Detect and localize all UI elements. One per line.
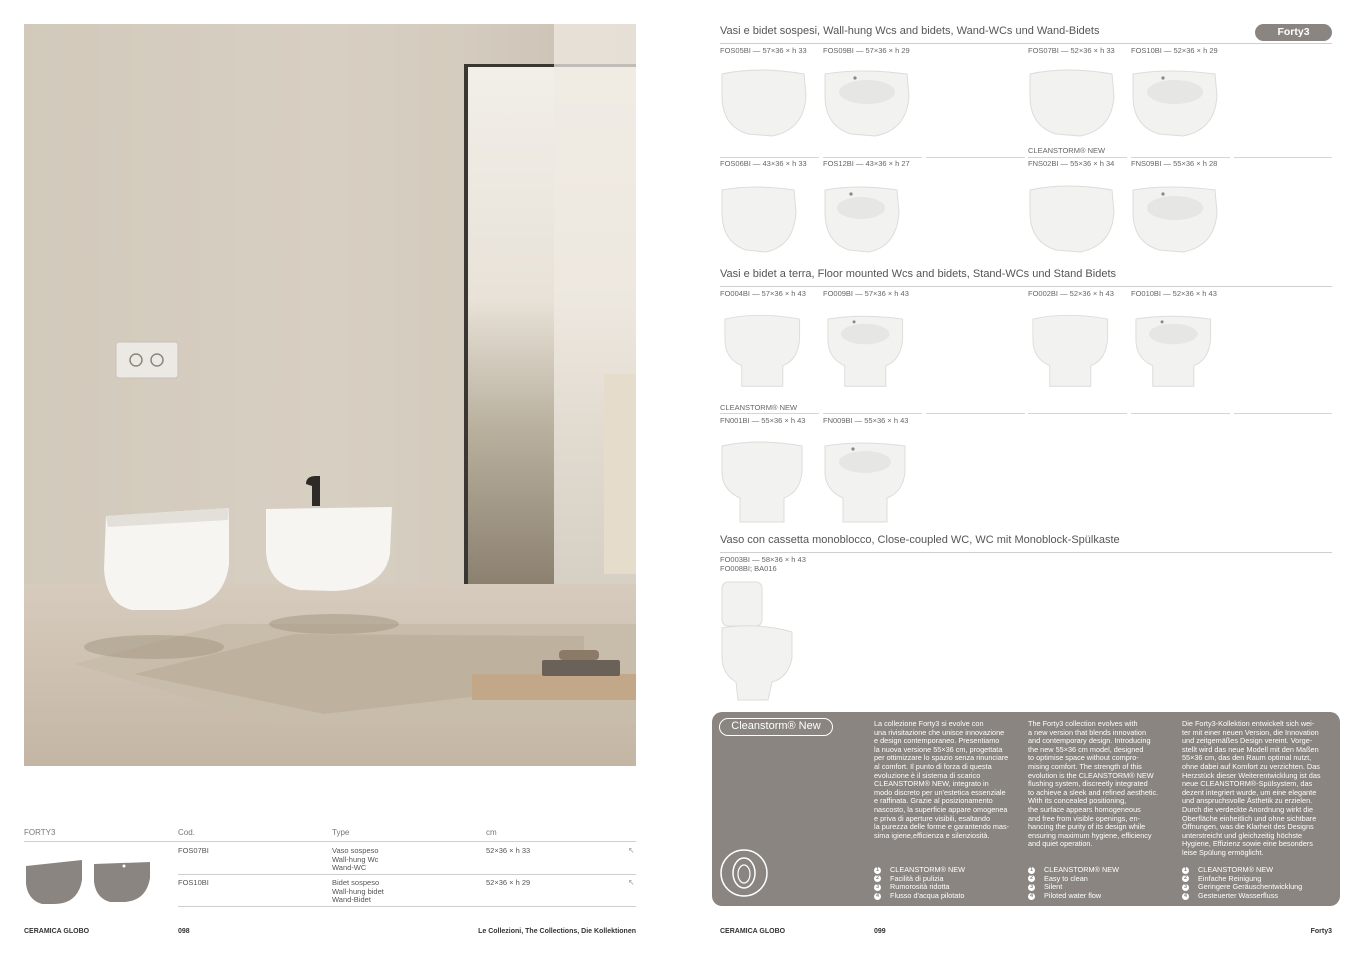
footer-section: Le Collezioni, The Collections, Die Kollektionen: [478, 928, 636, 935]
product-code: FO002BI — 52×36 × h 43: [1028, 289, 1114, 298]
feature-item: 3 Rumorosità ridotta: [875, 882, 950, 892]
product-code: FN001BI — 55×36 × h 43: [720, 416, 806, 425]
divider: [720, 552, 1332, 553]
bathroom-photo: [24, 24, 636, 766]
divider: [1131, 157, 1230, 158]
divider: [1234, 413, 1332, 414]
feature-item: 4 Piloted water flow: [1029, 890, 1102, 900]
product-code: FNS02BI — 55×36 × h 34: [1028, 159, 1115, 168]
spec-header-code: Cod.: [178, 828, 195, 837]
floor-bidet-image[interactable]: [821, 306, 917, 390]
feature-item: 3 Silent: [1029, 882, 1063, 892]
description-german: Die Forty3-Kollektion entwickelt sich wei- ter mit einer neuen Version, die Innovation und zeitgemäßes Design vereint. Vorge- stellt wird das neue Modell mit den Maßen 55×36 cm, das den Raum optimal nutzt, ohne dabei auf Komfort zu verzichten. Das Herzstück dieser Weiterentwicklung ist das neue CLEANSTORM®-Spülsystem, das dezent integriert wurde, um eine elegante und anspruchsvolle Ästhetik zu erzielen. Durch die verdeckte Anordnung wirkt die Oberfläche einheitlich und ohne sichtbare Öffnungen, was die Klarheit des Designs unterstreicht und gleichzeitig höchste Hygiene, Effizienz sowie eine besonders leise Spülung ermöglicht.: [1182, 719, 1321, 857]
close-coupled-wc-image[interactable]: [718, 578, 798, 704]
compact-wc-image[interactable]: [718, 176, 814, 260]
footer-brand: CERAMICA GLOBO: [720, 928, 786, 935]
cleanstorm-label: CLEANSTORM® NEW: [720, 403, 798, 412]
section-title-floor-mounted: Vasi e bidet a terra, Floor mounted Wcs and bidets, Stand-WCs und Stand Bidets: [720, 268, 1116, 280]
floor-wc-image[interactable]: [718, 432, 814, 526]
product-code: FOS09BI — 57×36 × h 29: [823, 46, 910, 55]
cleanstorm-label: CLEANSTORM® NEW: [1028, 146, 1106, 155]
divider: [1131, 413, 1230, 414]
expand-arrow-icon[interactable]: ↖: [628, 878, 635, 887]
product-code: FOS06BI — 43×36 × h 33: [720, 159, 807, 168]
divider: [720, 43, 1332, 44]
feature-list-english: [1028, 866, 1119, 900]
collection-badge: Forty3: [1255, 24, 1332, 41]
spec-dimensions: 52×36 × h 33: [486, 846, 531, 855]
feature-item: 2 Einfache Reinigung: [1183, 873, 1262, 883]
wall-hung-wc-image[interactable]: [718, 60, 814, 144]
section-title-close-coupled: Vaso con cassetta monoblocco, Close-coupled WC, WC mit Monoblock-Spülkaste: [720, 534, 1120, 546]
section-title-wall-hung: Vasi e bidet sospesi, Wall-hung Wcs and bidets, Wand-WCs und Wand-Bidets: [720, 25, 1100, 37]
divider: [1028, 413, 1127, 414]
wall-hung-bidet-image[interactable]: [1129, 176, 1225, 260]
page-number: 099: [874, 928, 886, 935]
divider: [720, 286, 1332, 287]
feature-item: 2 Facilità di pulizia: [875, 873, 944, 883]
spec-type: Vaso sospeso Wall-hung Wc Wand-WC: [332, 846, 379, 872]
floor-bidet-image[interactable]: [821, 432, 917, 526]
divider: [823, 157, 922, 158]
spec-header-type: Type: [332, 828, 350, 837]
expand-arrow-icon[interactable]: ↖: [628, 846, 635, 855]
page-number: 098: [178, 928, 190, 935]
divider: [178, 906, 636, 907]
footer-brand: CERAMICA GLOBO: [24, 928, 90, 935]
feature-item: 1 CLEANSTORM® NEW: [875, 865, 965, 874]
product-code: FOS10BI — 52×36 × h 29: [1131, 46, 1218, 55]
product-code: FO003BI — 58×36 × h 43 FO008BI; BA016: [720, 555, 806, 573]
spec-code: FOS07BI: [178, 846, 209, 855]
wall-hung-wc-image[interactable]: [1026, 60, 1122, 144]
feature-item: 4 Flusso d'acqua pilotato: [875, 890, 965, 900]
product-code: FOS05BI — 57×36 × h 33: [720, 46, 807, 55]
feature-item: 4 Gesteuerter Wasserfluss: [1183, 890, 1279, 900]
compact-bidet-image[interactable]: [821, 176, 917, 260]
divider: [926, 413, 1025, 414]
footer-section: Forty3: [1310, 928, 1332, 935]
spec-header-collection: FORTY3: [24, 828, 56, 837]
divider: [178, 874, 636, 875]
divider: [24, 841, 636, 842]
feature-list-german: [1182, 866, 1302, 900]
feature-item: 3 Geringere Geräuschentwicklung: [1183, 882, 1303, 892]
bidet-thumbnail: [92, 856, 154, 913]
divider: [823, 413, 922, 414]
wall-hung-bidet-image[interactable]: [1129, 60, 1225, 144]
spec-type: Bidet sospeso Wall-hung bidet Wand-Bidet: [332, 878, 384, 904]
wall-hung-wc-image[interactable]: [1026, 176, 1122, 260]
spec-header-cm: cm: [486, 828, 497, 837]
divider: [720, 157, 819, 158]
wall-hung-bidet-image[interactable]: [821, 60, 917, 144]
toilet-top-view-icon: [719, 848, 769, 898]
spec-dimensions: 52×36 × h 29: [486, 878, 531, 887]
product-code: FO009BI — 57×36 × h 43: [823, 289, 909, 298]
feature-item: 2 Easy to clean: [1029, 873, 1088, 883]
product-code: FNS09BI — 55×36 × h 28: [1131, 159, 1218, 168]
spec-code: FOS10BI: [178, 878, 209, 887]
feature-item: 1 CLEANSTORM® NEW: [1029, 865, 1119, 874]
feature-list-italian: [874, 866, 965, 900]
floor-bidet-image[interactable]: [1129, 306, 1225, 390]
floor-wc-image[interactable]: [718, 306, 814, 390]
divider: [720, 413, 819, 414]
feature-item: 1 CLEANSTORM® NEW: [1183, 865, 1273, 874]
wc-thumbnail: [24, 856, 86, 913]
product-code: FO004BI — 57×36 × h 43: [720, 289, 806, 298]
divider: [926, 157, 1025, 158]
description-english: The Forty3 collection evolves with a new version that blends innovation and contemporary design. Introducing the new 55×36 cm model, designed to optimise space without compro- mising comfort. The strength of this evolution is the CLEANSTORM® NEW flushing system, discreetly integrated to achieve a sleek and refined aesthetic. With its concealed positioning, the surface appears homogeneous and free from visible openings, en- hancing the purity of its design while ensuring maximum hygiene, efficiency and quiet operation.: [1028, 719, 1159, 849]
divider: [1234, 157, 1332, 158]
divider: [1028, 157, 1127, 158]
cleanstorm-pill: Cleanstorm® New: [719, 718, 833, 736]
description-italian: La collezione Forty3 si evolve con una rivisitazione che unisce innovazione e design contemporaneo. Presentiamo la nuova versione 55×36 cm, progettata per ottimizzare lo spazio senza rinunciare al comfort. Il punto di forza di questa evoluzione è il sistema di scarico CLEANSTORM® NEW, integrato in modo discreto per un'estetica essenziale e raffinata. Grazie al posizionamento nascosto, la superficie appare omogenea e priva di aperture visibili, esaltando la purezza delle forme e garantendo mas- sima igiene,efficienza e silenziosità.: [874, 719, 1010, 840]
product-code: FO010BI — 52×36 × h 43: [1131, 289, 1217, 298]
product-code: FN009BI — 55×36 × h 43: [823, 416, 909, 425]
product-code: FOS12BI — 43×36 × h 27: [823, 159, 910, 168]
floor-wc-image[interactable]: [1026, 306, 1122, 390]
product-code: FOS07BI — 52×36 × h 33: [1028, 46, 1115, 55]
